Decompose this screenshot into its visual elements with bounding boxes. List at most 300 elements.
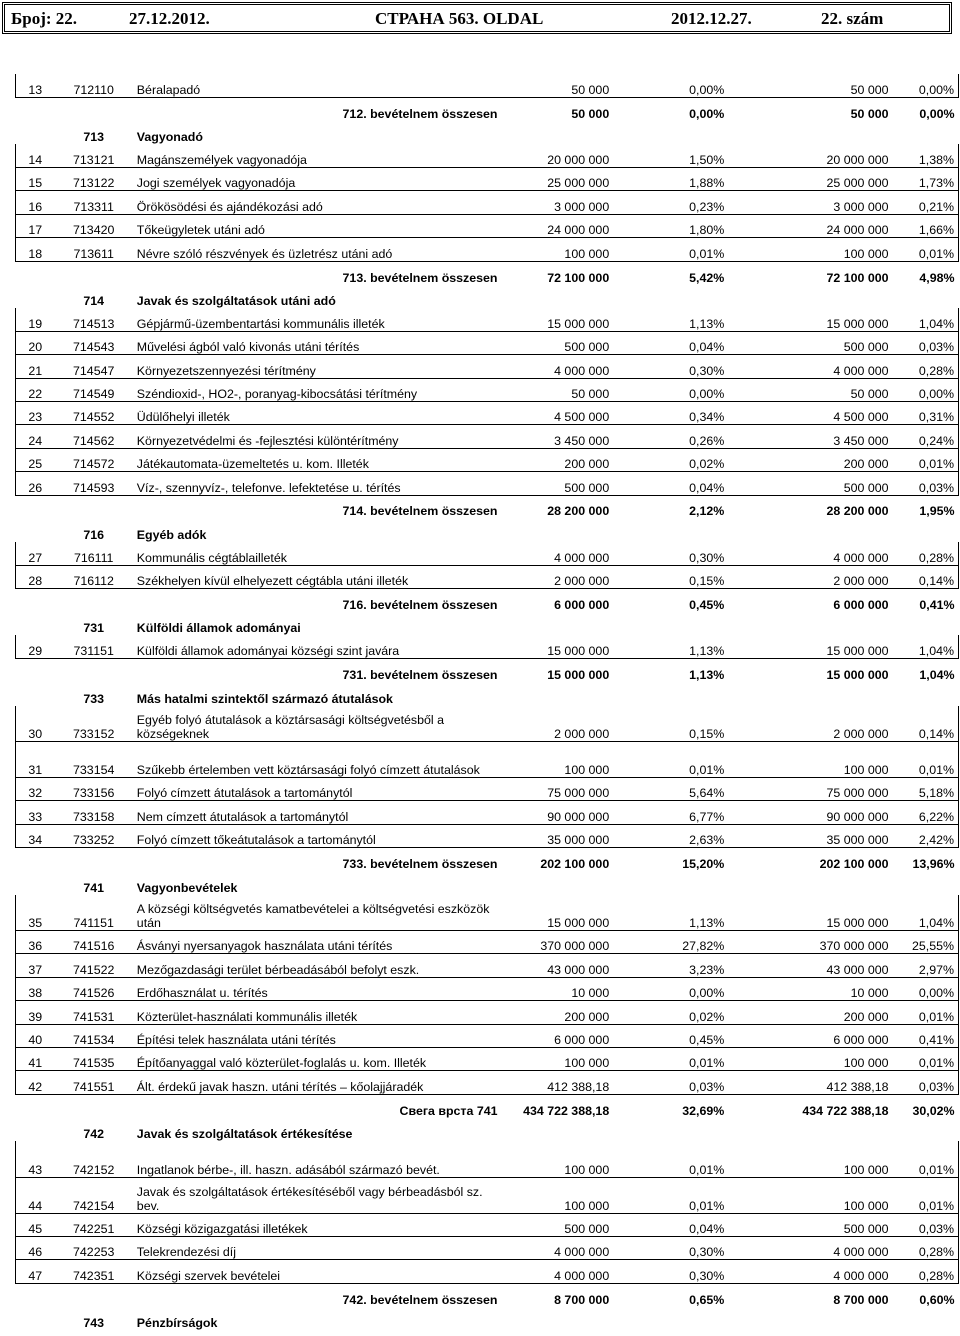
account-code: 716111 xyxy=(55,542,133,565)
account-code: 714549 xyxy=(55,378,133,401)
table-row xyxy=(16,635,959,658)
row-number: 16 xyxy=(16,191,55,214)
percent-1: 0,15% xyxy=(613,565,728,588)
subtotal-amount-2: 50 000 xyxy=(850,106,889,121)
amount-1: 500 000 xyxy=(502,331,614,354)
amount-2: 4 000 000 xyxy=(728,1260,892,1283)
subtotal-percent-2: 0,00% xyxy=(919,106,955,121)
percent-1: 0,45% xyxy=(613,1024,728,1047)
account-code: 714593 xyxy=(55,472,133,495)
percent-1: 0,15% xyxy=(613,706,728,742)
subtotal-label: 714. bevételnem összesen xyxy=(342,504,498,519)
table-row xyxy=(16,742,959,778)
row-description: Ált. érdekű javak haszn. utáni térítés – kőolajjáradék xyxy=(133,1071,502,1094)
account-code: 714513 xyxy=(55,308,133,331)
amount-2: 24 000 000 xyxy=(728,214,892,237)
percent-2: 0,01% xyxy=(893,1141,959,1177)
section-code: 716 xyxy=(83,527,105,542)
row-description: Játékautomata-üzemeltetés u. kom. Illeték xyxy=(133,448,502,471)
percent-1: 5,64% xyxy=(613,778,728,801)
subtotal-label: 733. bevételnem összesen xyxy=(342,857,498,872)
percent-1: 0,23% xyxy=(613,191,728,214)
section-heading-row xyxy=(16,1118,959,1141)
subtotal-percent-1: 0,00% xyxy=(689,106,725,121)
table-row xyxy=(16,355,959,378)
row-description: Folyó címzett tőkeátutalások a tartománytól xyxy=(133,824,502,847)
table-row xyxy=(16,1047,959,1070)
subtotal-amount-2: 15 000 000 xyxy=(826,668,889,683)
section-heading-row xyxy=(16,285,959,308)
spacer xyxy=(16,871,55,894)
spacer xyxy=(16,682,55,705)
account-code: 714572 xyxy=(55,448,133,471)
amount-1: 15 000 000 xyxy=(502,308,614,331)
row-description: Mezőgazdasági terület bérbeadásából befolyt eszk. xyxy=(133,954,502,977)
table-row xyxy=(16,1141,959,1177)
percent-2: 0,41% xyxy=(893,1024,959,1047)
percent-2: 0,00% xyxy=(893,977,959,1000)
row-number: 41 xyxy=(16,1047,55,1070)
percent-2: 0,28% xyxy=(893,355,959,378)
amount-2: 15 000 000 xyxy=(728,308,892,331)
amount-2: 100 000 xyxy=(728,238,892,261)
percent-2: 0,01% xyxy=(893,742,959,778)
percent-1: 0,30% xyxy=(613,355,728,378)
percent-2: 0,01% xyxy=(893,1047,959,1070)
subtotal-amount-2: 202 100 000 xyxy=(819,857,889,872)
table-row xyxy=(16,331,959,354)
subtotal-label: 742. bevételnem összesen xyxy=(342,1292,498,1307)
subtotal-amount-1: 28 200 000 xyxy=(547,504,610,519)
account-code: 733156 xyxy=(55,778,133,801)
account-code: 714552 xyxy=(55,401,133,424)
percent-1: 1,88% xyxy=(613,168,728,191)
section-code: 733 xyxy=(83,691,105,706)
row-description: Magánszemélyek vagyonadója xyxy=(133,144,502,167)
section-heading-row xyxy=(16,612,959,635)
subtotal-label: 731. bevételnem összesen xyxy=(342,668,498,683)
row-description: Szűkebb értelemben vett köztársasági folyó címzett átutalások xyxy=(133,742,502,778)
amount-2: 412 388,18 xyxy=(728,1071,892,1094)
account-code: 741535 xyxy=(55,1047,133,1070)
amount-1: 100 000 xyxy=(502,1047,614,1070)
amount-2: 4 000 000 xyxy=(728,1236,892,1259)
amount-2: 75 000 000 xyxy=(728,778,892,801)
subtotal-percent-2: 30,02% xyxy=(912,1103,955,1118)
row-description: Építési telek használata utáni térítés xyxy=(133,1024,502,1047)
percent-1: 0,02% xyxy=(613,448,728,471)
row-number: 13 xyxy=(16,74,55,97)
percent-2: 0,14% xyxy=(893,565,959,588)
account-code: 714547 xyxy=(55,355,133,378)
account-code: 714562 xyxy=(55,425,133,448)
section-title: Más hatalmi szintektől származó átutalások xyxy=(136,691,393,706)
amount-1: 75 000 000 xyxy=(502,778,614,801)
spacer xyxy=(16,1118,55,1141)
account-code: 731151 xyxy=(55,635,133,658)
row-number: 45 xyxy=(16,1213,55,1236)
row-number: 21 xyxy=(16,355,55,378)
percent-1: 1,80% xyxy=(613,214,728,237)
row-description: Kommunális cégtáblailleték xyxy=(133,542,502,565)
percent-1: 0,00% xyxy=(613,74,728,97)
section-code: 731 xyxy=(83,621,105,636)
row-description: Építőanyaggal való közterület-foglalás u. kom. Illeték xyxy=(133,1047,502,1070)
section-heading-row xyxy=(16,121,959,144)
amount-2: 500 000 xyxy=(728,1213,892,1236)
amount-2: 200 000 xyxy=(728,1001,892,1024)
account-code: 742351 xyxy=(55,1260,133,1283)
table-row xyxy=(16,425,959,448)
row-number: 35 xyxy=(16,895,55,931)
amount-2: 500 000 xyxy=(728,331,892,354)
subtotal-row xyxy=(16,97,959,120)
row-number: 15 xyxy=(16,168,55,191)
amount-1: 50 000 xyxy=(502,378,614,401)
amount-1: 2 000 000 xyxy=(502,565,614,588)
account-code: 733154 xyxy=(55,742,133,778)
amount-1: 24 000 000 xyxy=(502,214,614,237)
subtotal-row xyxy=(16,848,959,871)
table-row xyxy=(16,977,959,1000)
row-number: 42 xyxy=(16,1071,55,1094)
percent-2: 0,28% xyxy=(893,1260,959,1283)
percent-2: 5,18% xyxy=(893,778,959,801)
percent-2: 0,01% xyxy=(893,448,959,471)
account-code: 742253 xyxy=(55,1236,133,1259)
row-number: 31 xyxy=(16,742,55,778)
section-title: Javak és szolgáltatások utáni adó xyxy=(136,293,336,308)
row-number: 38 xyxy=(16,977,55,1000)
budget-table xyxy=(15,74,959,1330)
amount-1: 20 000 000 xyxy=(502,144,614,167)
percent-2: 2,97% xyxy=(893,954,959,977)
subtotal-amount-1: 434 722 388,18 xyxy=(523,1103,610,1118)
amount-1: 100 000 xyxy=(502,742,614,778)
section-heading-row xyxy=(16,518,959,541)
account-code: 712110 xyxy=(55,74,133,97)
subtotal-percent-1: 15,20% xyxy=(682,857,725,872)
section-code: 742 xyxy=(83,1127,105,1142)
row-number: 34 xyxy=(16,824,55,847)
section-title: Javak és szolgáltatások értékesítése xyxy=(136,1127,353,1142)
row-number: 26 xyxy=(16,472,55,495)
amount-2: 200 000 xyxy=(728,448,892,471)
table-row xyxy=(16,542,959,565)
subtotal-amount-2: 28 200 000 xyxy=(826,504,889,519)
table-row xyxy=(16,1213,959,1236)
account-code: 713311 xyxy=(55,191,133,214)
section-code: 713 xyxy=(83,130,105,145)
amount-2: 4 500 000 xyxy=(728,401,892,424)
row-description: Javak és szolgáltatások értékesítéséből vagy bérbeadásból sz. bev. xyxy=(133,1177,502,1213)
table-row xyxy=(16,401,959,424)
subtotal-row xyxy=(16,659,959,682)
row-description: Névre szóló részvények és üzletrész utáni adó xyxy=(133,238,502,261)
amount-1: 100 000 xyxy=(502,1141,614,1177)
subtotal-percent-2: 0,60% xyxy=(919,1292,955,1307)
amount-2: 90 000 000 xyxy=(728,801,892,824)
amount-2: 100 000 xyxy=(728,1141,892,1177)
percent-2: 25,55% xyxy=(893,931,959,954)
row-number: 30 xyxy=(16,706,55,742)
subtotal-percent-1: 32,69% xyxy=(682,1103,725,1118)
section-heading-row xyxy=(16,682,959,705)
amount-1: 3 450 000 xyxy=(502,425,614,448)
section-title: Külföldi államok adományai xyxy=(136,621,301,636)
row-description: Gépjármű-üzembentartási kommunális illeték xyxy=(133,308,502,331)
percent-1: 6,77% xyxy=(613,801,728,824)
percent-2: 0,28% xyxy=(893,1236,959,1259)
amount-2: 3 450 000 xyxy=(728,425,892,448)
percent-1: 0,26% xyxy=(613,425,728,448)
amount-1: 43 000 000 xyxy=(502,954,614,977)
subtotal-label: Свега врста 741 xyxy=(399,1103,498,1118)
spacer xyxy=(16,518,55,541)
subtotal-percent-2: 4,98% xyxy=(919,270,955,285)
row-description: Közterület-használati kommunális illeték xyxy=(133,1001,502,1024)
spacer xyxy=(16,1307,55,1330)
percent-2: 0,03% xyxy=(893,331,959,354)
spacer xyxy=(16,285,55,308)
amount-1: 370 000 000 xyxy=(502,931,614,954)
table-row xyxy=(16,144,959,167)
table-row xyxy=(16,448,959,471)
page-header xyxy=(2,2,952,34)
subtotal-amount-1: 50 000 xyxy=(571,106,610,121)
row-number: 20 xyxy=(16,331,55,354)
table-row xyxy=(16,214,959,237)
amount-2: 15 000 000 xyxy=(728,895,892,931)
issue-label: Број: 22. xyxy=(11,9,78,28)
subtotal-label: 713. bevételnem összesen xyxy=(342,270,498,285)
amount-1: 50 000 xyxy=(502,74,614,97)
account-code: 733252 xyxy=(55,824,133,847)
account-code: 713122 xyxy=(55,168,133,191)
amount-2: 2 000 000 xyxy=(728,565,892,588)
amount-2: 35 000 000 xyxy=(728,824,892,847)
amount-2: 15 000 000 xyxy=(728,635,892,658)
percent-2: 1,38% xyxy=(893,144,959,167)
table-row xyxy=(16,1177,959,1213)
row-description: Környezetszennyezési térítmény xyxy=(133,355,502,378)
row-number: 32 xyxy=(16,778,55,801)
subtotal-row xyxy=(16,261,959,284)
account-code: 741516 xyxy=(55,931,133,954)
subtotal-label: 712. bevételnem összesen xyxy=(342,106,498,121)
amount-1: 200 000 xyxy=(502,448,614,471)
amount-1: 3 000 000 xyxy=(502,191,614,214)
percent-1: 2,63% xyxy=(613,824,728,847)
table-row xyxy=(16,168,959,191)
header-date-sr: 27.12.2012. xyxy=(129,9,210,28)
subtotal-row xyxy=(16,589,959,612)
amount-1: 2 000 000 xyxy=(502,706,614,742)
section-title: Egyéb adók xyxy=(136,527,207,542)
row-description: Üdülőhelyi illeték xyxy=(133,401,502,424)
subtotal-percent-1: 0,45% xyxy=(689,597,725,612)
row-description: Külföldi államok adományai községi szint javára xyxy=(133,635,502,658)
percent-1: 0,04% xyxy=(613,331,728,354)
row-number: 22 xyxy=(16,378,55,401)
percent-2: 0,03% xyxy=(893,472,959,495)
percent-1: 0,01% xyxy=(613,238,728,261)
amount-1: 4 000 000 xyxy=(502,542,614,565)
amount-2: 25 000 000 xyxy=(728,168,892,191)
amount-1: 500 000 xyxy=(502,472,614,495)
budget-table-body xyxy=(16,74,959,1330)
percent-1: 3,23% xyxy=(613,954,728,977)
percent-1: 0,00% xyxy=(613,378,728,401)
amount-2: 100 000 xyxy=(728,1177,892,1213)
percent-1: 1,13% xyxy=(613,635,728,658)
row-description: Művelési ágból való kivonás utáni térítés xyxy=(133,331,502,354)
percent-1: 0,30% xyxy=(613,542,728,565)
percent-2: 0,21% xyxy=(893,191,959,214)
account-code: 733158 xyxy=(55,801,133,824)
row-description: Telekrendezési díj xyxy=(133,1236,502,1259)
amount-1: 25 000 000 xyxy=(502,168,614,191)
row-description: Ingatlanok bérbe-, ill. haszn. adásából származó bevét. xyxy=(133,1141,502,1177)
percent-2: 0,01% xyxy=(893,1001,959,1024)
percent-1: 27,82% xyxy=(613,931,728,954)
subtotal-label: 716. bevételnem összesen xyxy=(342,597,498,612)
row-description: Nem címzett átutalások a tartománytól xyxy=(133,801,502,824)
subtotal-percent-2: 13,96% xyxy=(912,857,955,872)
row-number: 37 xyxy=(16,954,55,977)
amount-1: 4 500 000 xyxy=(502,401,614,424)
row-number: 18 xyxy=(16,238,55,261)
row-number: 43 xyxy=(16,1141,55,1177)
percent-1: 0,01% xyxy=(613,1141,728,1177)
account-code: 714543 xyxy=(55,331,133,354)
header-date-hu: 2012.12.27. xyxy=(671,9,752,28)
subtotal-amount-1: 6 000 000 xyxy=(554,597,610,612)
subtotal-amount-2: 434 722 388,18 xyxy=(802,1103,889,1118)
row-description: Örökösödési és ajándékozási adó xyxy=(133,191,502,214)
amount-1: 15 000 000 xyxy=(502,635,614,658)
section-code: 714 xyxy=(83,293,105,308)
subtotal-percent-1: 5,42% xyxy=(689,270,725,285)
percent-1: 0,04% xyxy=(613,472,728,495)
row-number: 44 xyxy=(16,1177,55,1213)
subtotal-amount-2: 8 700 000 xyxy=(833,1292,889,1307)
table-row xyxy=(16,824,959,847)
section-title: Vagyonadó xyxy=(136,130,203,145)
percent-1: 0,01% xyxy=(613,1047,728,1070)
percent-1: 0,02% xyxy=(613,1001,728,1024)
percent-1: 1,13% xyxy=(613,895,728,931)
account-code: 741531 xyxy=(55,1001,133,1024)
row-number: 24 xyxy=(16,425,55,448)
account-code: 741151 xyxy=(55,895,133,931)
amount-1: 15 000 000 xyxy=(502,895,614,931)
subtotal-amount-2: 6 000 000 xyxy=(833,597,889,612)
amount-1: 35 000 000 xyxy=(502,824,614,847)
subtotal-amount-1: 15 000 000 xyxy=(547,668,610,683)
row-description: Erdőhasználat u. térítés xyxy=(133,977,502,1000)
account-code: 742152 xyxy=(55,1141,133,1177)
table-row xyxy=(16,308,959,331)
amount-1: 90 000 000 xyxy=(502,801,614,824)
account-code: 741522 xyxy=(55,954,133,977)
table-row xyxy=(16,191,959,214)
table-row xyxy=(16,778,959,801)
percent-1: 0,03% xyxy=(613,1071,728,1094)
table-row xyxy=(16,238,959,261)
subtotal-percent-1: 1,13% xyxy=(689,668,725,683)
section-code: 741 xyxy=(83,880,105,895)
percent-2: 0,00% xyxy=(893,74,959,97)
row-description: Egyéb folyó átutalások a köztársasági költségvetésből a községeknek xyxy=(133,706,502,742)
amount-2: 2 000 000 xyxy=(728,706,892,742)
amount-1: 500 000 xyxy=(502,1213,614,1236)
row-number: 47 xyxy=(16,1260,55,1283)
row-description: A községi költségvetés kamatbevételei a költségvetési eszközök után xyxy=(133,895,502,931)
percent-1: 0,01% xyxy=(613,1177,728,1213)
row-description: Víz-, szennyvíz-, telefonve. lefektetése u. térítés xyxy=(133,472,502,495)
row-description: Községi szervek bevételei xyxy=(133,1260,502,1283)
account-code: 713121 xyxy=(55,144,133,167)
amount-2: 50 000 xyxy=(728,378,892,401)
percent-2: 0,31% xyxy=(893,401,959,424)
subtotal-percent-2: 0,41% xyxy=(919,597,955,612)
percent-1: 1,50% xyxy=(613,144,728,167)
table-row xyxy=(16,706,959,742)
subtotal-percent-1: 2,12% xyxy=(689,504,725,519)
percent-1: 0,01% xyxy=(613,742,728,778)
table-row xyxy=(16,931,959,954)
row-description: Székhelyen kívül elhelyezett cégtábla utáni illeték xyxy=(133,565,502,588)
percent-1: 0,30% xyxy=(613,1260,728,1283)
percent-2: 1,04% xyxy=(893,308,959,331)
row-number: 39 xyxy=(16,1001,55,1024)
amount-2: 4 000 000 xyxy=(728,355,892,378)
amount-2: 500 000 xyxy=(728,472,892,495)
row-number: 27 xyxy=(16,542,55,565)
amount-2: 50 000 xyxy=(728,74,892,97)
amount-2: 10 000 xyxy=(728,977,892,1000)
row-description: Folyó címzett átutalások a tartománytól xyxy=(133,778,502,801)
account-code: 741534 xyxy=(55,1024,133,1047)
spacer xyxy=(16,612,55,635)
row-number: 17 xyxy=(16,214,55,237)
subtotal-row xyxy=(16,1094,959,1117)
account-code: 713611 xyxy=(55,238,133,261)
account-code: 733152 xyxy=(55,706,133,742)
amount-1: 4 000 000 xyxy=(502,1260,614,1283)
percent-1: 0,04% xyxy=(613,1213,728,1236)
section-title: Vagyonbevételek xyxy=(136,880,238,895)
row-number: 14 xyxy=(16,144,55,167)
percent-2: 6,22% xyxy=(893,801,959,824)
section-heading-row xyxy=(16,1307,959,1330)
row-description: Jogi személyek vagyonadója xyxy=(133,168,502,191)
percent-2: 0,01% xyxy=(893,1177,959,1213)
percent-2: 0,24% xyxy=(893,425,959,448)
percent-1: 1,13% xyxy=(613,308,728,331)
table-row xyxy=(16,1236,959,1259)
row-number: 33 xyxy=(16,801,55,824)
subtotal-row xyxy=(16,1283,959,1306)
amount-2: 3 000 000 xyxy=(728,191,892,214)
table-row xyxy=(16,472,959,495)
amount-1: 200 000 xyxy=(502,1001,614,1024)
amount-1: 100 000 xyxy=(502,1177,614,1213)
section-title: Pénzbírságok xyxy=(136,1315,218,1330)
row-description: Béralapadó xyxy=(133,74,502,97)
amount-2: 20 000 000 xyxy=(728,144,892,167)
